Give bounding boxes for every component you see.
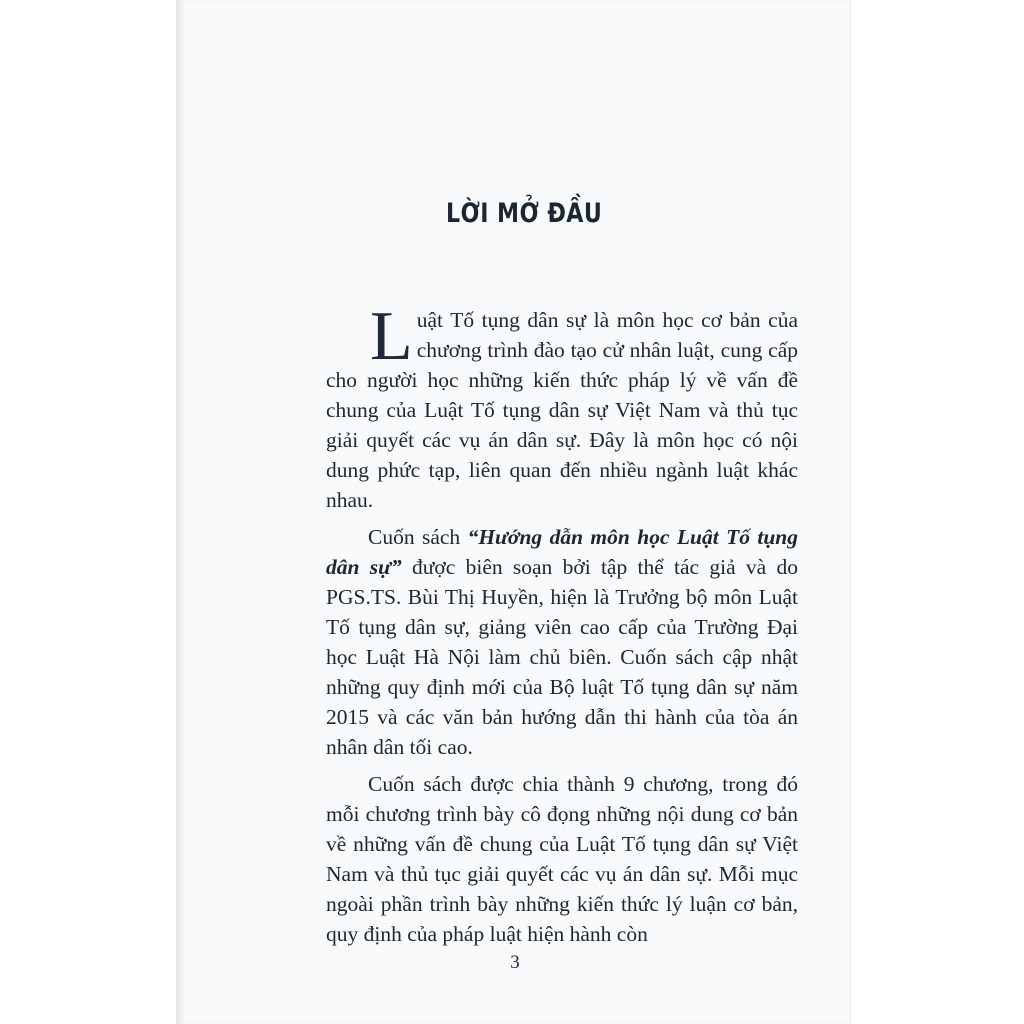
paragraph-structure: Cuốn sách được chia thành 9 chương, trong đó mỗi chương trình bày cô đọng những nội dung cơ bản về những vấn đề chung của Luật Tố tụng dân sự Việt Nam và thủ tục giải quyết các vụ án dân sự. Mỗi mục ngoài phần trình bày những kiến thức lý luận cơ bản, quy định của pháp luật hiện hành còn — [326, 772, 798, 946]
paragraph-book-prefix: Cuốn sách — [368, 525, 468, 549]
paragraph-book-description — [326, 522, 798, 762]
drop-cap: L — [370, 298, 413, 375]
paragraph-intro — [326, 298, 798, 515]
page-number-value: 3 — [510, 952, 520, 973]
paragraph-book-suffix: được biên soạn bởi tập thể tác giả và do PGS.TS. Bùi Thị Huyền, hiện là Trưởng bộ môn Luật Tố tụng dân sự, giảng viên cao cấp của Trường Đại học Luật Hà Nội làm chủ biên. Cuốn sách cập nhật những quy định mới của Bộ luật Tố tụng dân sự năm 2015 và các văn bản hướng dẫn thi hành của tòa án nhân dân tối cao. — [326, 555, 798, 759]
page-number — [0, 952, 1024, 974]
page-title: LỜI MỞ ĐẦU — [446, 198, 603, 229]
book-title: “Hướng dẫn môn học Luật Tố tụng dân sự” — [326, 525, 798, 579]
body-text — [326, 298, 798, 949]
paragraph-intro-text: uật Tố tụng dân sự là môn học cơ bản của chương trình đào tạo cử nhân luật, cung cấp cho người học những kiến thức pháp lý về vấn đề chung của Luật Tố tụng dân sự Việt Nam và thủ tục giải quyết các vụ án dân sự. Đây là môn học có nội dung phức tạp, liên quan đến nhiều ngành luật khác nhau. — [326, 308, 798, 512]
